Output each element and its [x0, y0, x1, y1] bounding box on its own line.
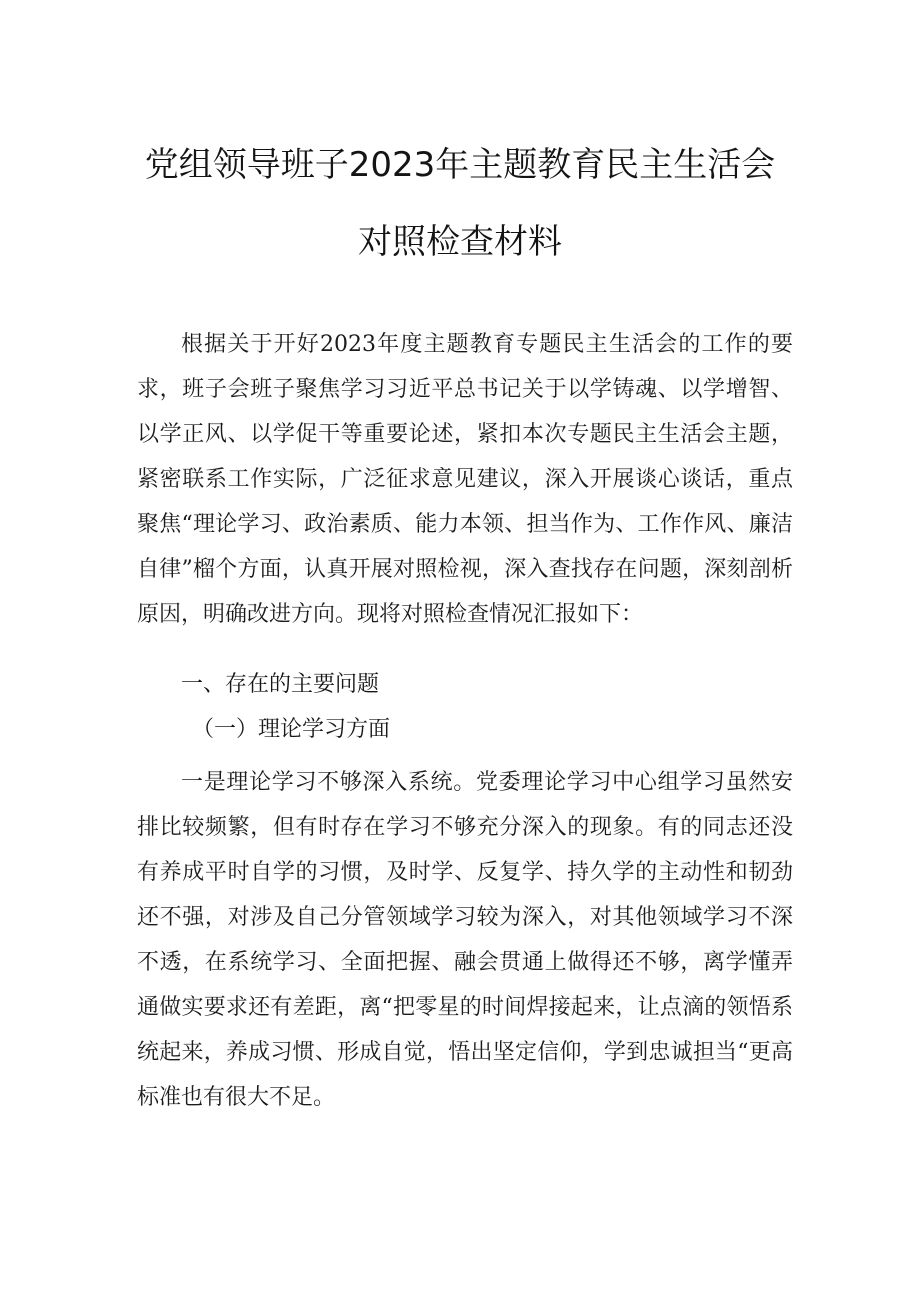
body-paragraph: 一是理论学习不够深入系统。党委理论学习中心组学习虽然安排比较频繁，但有时存在学习不够充分深入的现象。有的同志还没有养成平时自学的习惯，及时学、反复学、持久学的主动性和韧劲还不强，对涉及自己分管领域学习较为深入，对其他领域学习不深不透，在系统学习、全面把握、融会贯通上做得还不够，离学懂弄通做实要求还有差距，离“把零星的时间焊接起来，让点滴的领悟系统起来，养成习惯、形成自觉，悟出坚定信仰，学到忠诚担当“更高标准也有很大不足。: [137, 770, 793, 1110]
document-title-line-2: 对照检查材料: [358, 222, 562, 262]
intro-paragraph: 根据关于开好2023年度主题教育专题民主生活会的工作的要求，班子会班子聚焦学习习近平总书记关于以学铸魂、以学增智、以学正风、以学促干等重要论述，紧扣本次专题民主生活会主题，紧密联系工作实际，广泛征求意见建议，深入开展谈心谈话，重点聚焦“理论学习、政治素质、能力本领、担当作为、工作作风、廉洁自律”榴个方面，认真开展对照检视，深入查找存在问题，深刻剖析原因，明确改进方向。现将对照检查情况汇报如下：: [137, 332, 793, 627]
section-heading: 一、存在的主要问题: [181, 672, 380, 697]
subsection-heading: （一）理论学习方面: [192, 717, 391, 742]
document-title-line-1: 党组领导班子2023年主题教育民主生活会: [144, 145, 776, 185]
